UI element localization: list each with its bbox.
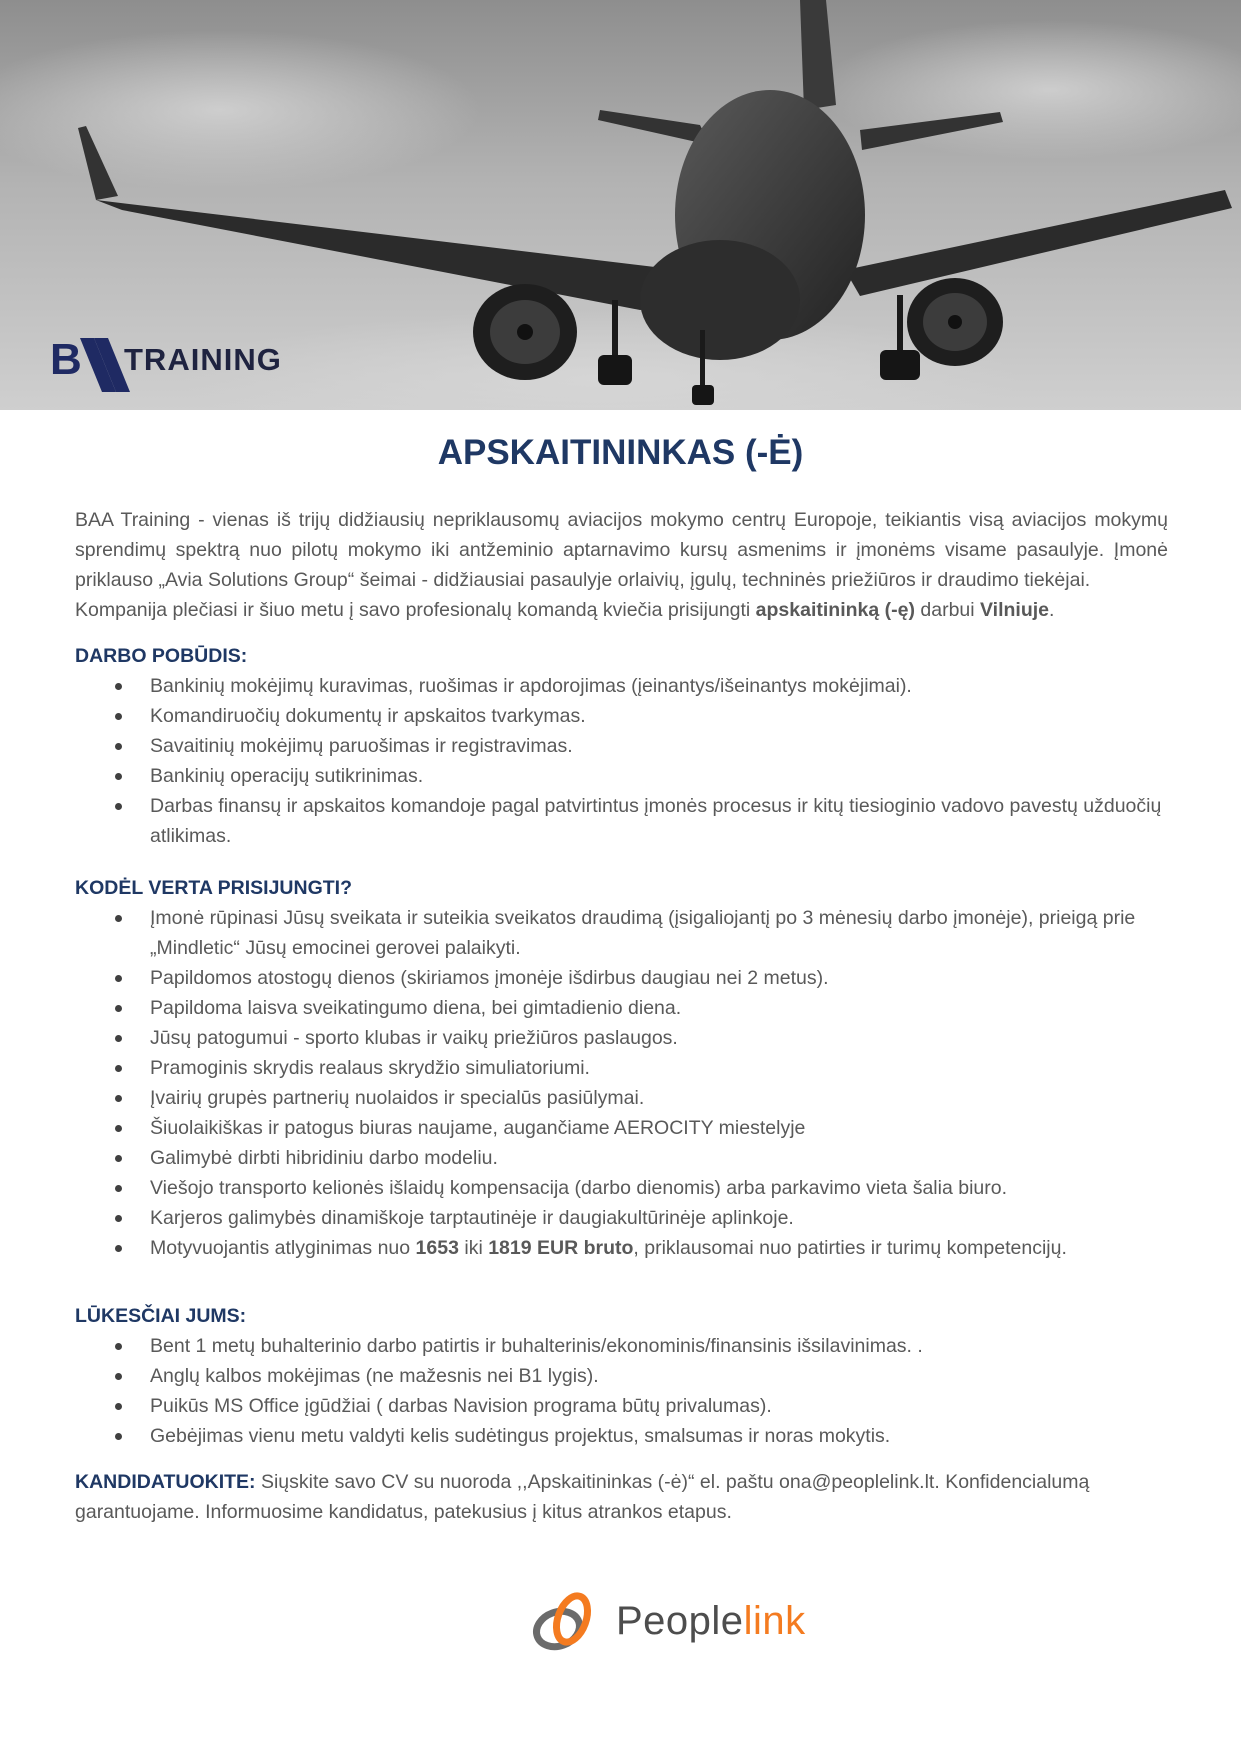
bullet-icon [115, 1343, 122, 1350]
bullet-icon [115, 1403, 122, 1410]
expectations-list [75, 1331, 1168, 1451]
section-heading-duties: DARBO POBŪDIS: [75, 645, 248, 667]
apply-instructions [75, 1467, 1168, 1527]
bullet-icon [115, 1065, 122, 1072]
bullet-icon [115, 1095, 122, 1102]
bullet-icon [115, 1373, 122, 1380]
baa-logo-mark-icon [50, 330, 130, 396]
bullet-icon [115, 1035, 122, 1042]
apply-text: Siųskite savo CV su nuoroda ,,Apskaitininkas (-ė)“ el. paštu ona@peoplelink.lt. Konfidencialumą garantuojame. Informuosime kandidatus, patekusius į kitus atrankos etapus. [75, 1471, 1090, 1523]
page-title: APSKAITININKAS (-Ė) [437, 433, 804, 472]
bullet-icon [115, 803, 122, 810]
bullet-icon [115, 1185, 122, 1192]
bullet-icon [115, 915, 122, 922]
salary-item: Motyvuojantis atlyginimas nuo 1653 iki 1819 EUR bruto, priklausomai nuo patirties ir turimų kompetencijų. [75, 1233, 1168, 1263]
list-item: Puikūs MS Office įgūdžiai ( darbas Navision programa būtų privalumas). [75, 1391, 1168, 1421]
duties-list [75, 671, 1168, 851]
bullet-icon [115, 975, 122, 982]
bullet-icon [115, 1005, 122, 1012]
baa-training-logo [50, 330, 300, 400]
list-item: Galimybė dirbti hibridiniu darbo modeliu. [75, 1143, 1168, 1173]
list-item: Jūsų patogumui - sporto klubas ir vaikų priežiūros paslaugos. [75, 1023, 1168, 1053]
list-item: Darbas finansų ir apskaitos komandoje pagal patvirtintus įmonės procesus ir kitų tiesioginio vadovo pavestų užduočių atlikimas. [75, 791, 1168, 851]
bullet-icon [115, 1245, 122, 1252]
job-description [75, 505, 1168, 1527]
bullet-icon [115, 713, 122, 720]
baa-logo-word: TRAINING [124, 342, 282, 377]
list-item: Savaitinių mokėjimų paruošimas ir registravimas. [75, 731, 1168, 761]
section-heading-expectations: LŪKESČIAI JUMS: [75, 1305, 247, 1327]
bullet-icon [115, 1215, 122, 1222]
peoplelink-wordmark: Peoplelink [616, 1599, 806, 1643]
svg-text:B: B [50, 335, 82, 384]
bullet-icon [115, 1125, 122, 1132]
list-item: Pramoginis skrydis realaus skrydžio simuliatoriumi. [75, 1053, 1168, 1083]
bullet-icon [115, 1155, 122, 1162]
list-item: Komandiruočių dokumentų ir apskaitos tvarkymas. [75, 701, 1168, 731]
bullet-icon [115, 773, 122, 780]
list-item: Papildoma laisva sveikatingumo diena, bei gimtadienio diena. [75, 993, 1168, 1023]
peoplelink-logo [528, 1589, 808, 1663]
list-item: Gebėjimas vienu metu valdyti kelis sudėtingus projektus, smalsumas ir noras mokytis. [75, 1421, 1168, 1451]
list-item: Bent 1 metų buhalterinio darbo patirtis ir buhalterinis/ekonominis/finansinis išsilavinimas. . [75, 1331, 1168, 1361]
list-item: Viešojo transporto kelionės išlaidų kompensacija (darbo dienomis) arba parkavimo vieta šalia biuro. [75, 1173, 1168, 1203]
list-item: Anglų kalbos mokėjimas (ne mažesnis nei B1 lygis). [75, 1361, 1168, 1391]
section-heading-why: KODĖL VERTA PRISIJUNGTI? [75, 877, 352, 899]
list-item: Papildomos atostogų dienos (skiriamos įmonėje išdirbus daugiau nei 2 metus). [75, 963, 1168, 993]
bullet-icon [115, 683, 122, 690]
list-item: Bankinių operacijų sutikrinimas. [75, 761, 1168, 791]
list-item: Įvairių grupės partnerių nuolaidos ir specialūs pasiūlymai. [75, 1083, 1168, 1113]
list-item: Įmonė rūpinasi Jūsų sveikata ir suteikia sveikatos draudimą (įsigaliojantį po 3 mėnesių darbo įmonėje), prieigą prie „Mindletic“ Jūsų emocinei gerovei palaikyti. [75, 903, 1168, 963]
bullet-icon [115, 743, 122, 750]
bullet-icon [115, 1433, 122, 1440]
intro-paragraph: BAA Training - vienas iš trijų didžiausių nepriklausomų aviacijos mokymo centrų Europoje, teikiantis visą aviacijos mokymų sprendimų spektrą nuo pilotų mokymo iki antžeminio aptarnavimo kursų asmenims ir įmonėms visame pasaulyje. Įmonė priklauso „Avia Solutions Group“ šeimai - didžiausiai pasaulyje orlaivių, įgulų, techninės priežiūros ir draudimo tiekėjai. [75, 509, 1168, 591]
intro-invitation: Kompanija plečiasi ir šiuo metu į savo profesionalų komandą kviečia prisijungti apskaitininką (-ę) darbui Vilniuje. [75, 599, 1055, 621]
intro [75, 505, 1168, 625]
hero-airplane-photo [0, 0, 1241, 410]
list-item: Bankinių mokėjimų kuravimas, ruošimas ir apdorojimas (įeinantys/išeinantys mokėjimai). [75, 671, 1168, 701]
list-item: Karjeros galimybės dinamiškoje tarptautinėje ir daugiakultūrinėje aplinkoje. [75, 1203, 1168, 1233]
list-item: Šiuolaikiškas ir patogus biuras naujame, augančiame AEROCITY miestelyje [75, 1113, 1168, 1143]
benefits-list [75, 903, 1168, 1263]
peoplelink-mark-icon [528, 1589, 602, 1663]
apply-label: KANDIDATUOKITE: [75, 1471, 256, 1493]
